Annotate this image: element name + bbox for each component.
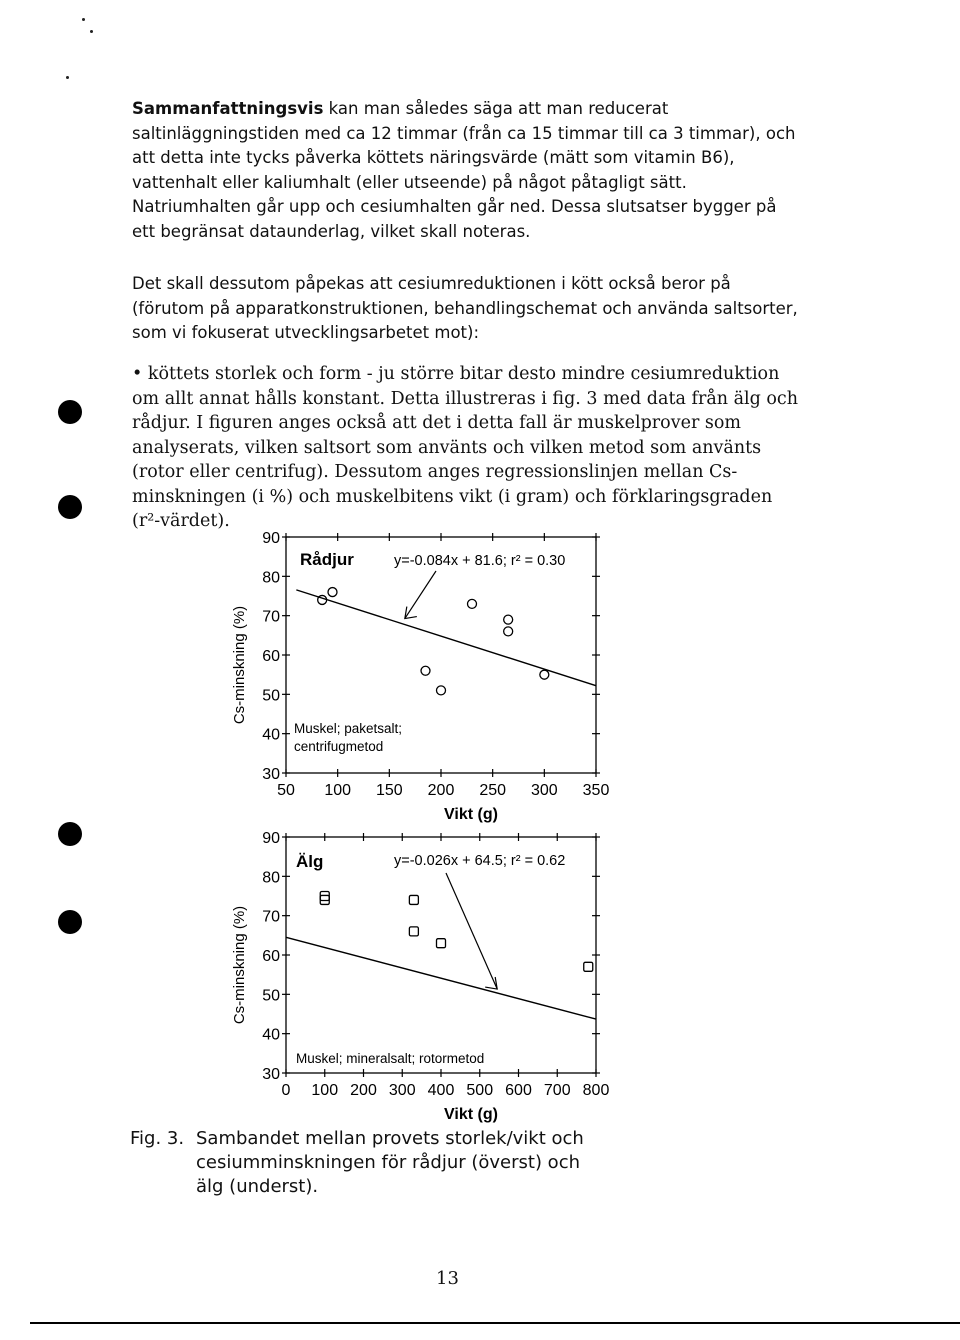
chart-radjur (222, 527, 642, 831)
y-tick-label: 50 (262, 987, 280, 1005)
y-axis-label: Cs-minskning (%) (231, 605, 248, 725)
plot-frame (286, 537, 596, 773)
chart-note: Muskel; mineralsalt; rotormetod (296, 1051, 485, 1066)
equation-arrow (405, 571, 436, 619)
y-tick-label: 40 (262, 726, 280, 744)
x-tick-label: 500 (466, 1082, 494, 1099)
x-tick-label: 600 (505, 1082, 532, 1099)
x-tick-label: 0 (281, 1082, 291, 1099)
data-point (437, 686, 446, 695)
chart-note: centrifugmetod (294, 739, 384, 754)
data-point (504, 627, 513, 636)
y-tick-label: 80 (262, 569, 280, 587)
margin-dot (58, 910, 82, 934)
x-tick-label: 50 (277, 782, 295, 799)
summary-lead: Sammanfattningsvis (132, 99, 324, 118)
y-tick-label: 30 (262, 766, 280, 783)
note-paragraph: Det skall dessutom påpekas att cesiumreduktionen i kött också beror på (förutom på apparatkonstruktionen, behandlingschemat och använda saltsorter, som vi fokuserat utvecklingsarbetet mot): (132, 274, 798, 342)
margin-dot (58, 495, 82, 519)
x-tick-label: 300 (388, 1082, 416, 1099)
x-tick-label: 800 (582, 1082, 610, 1099)
data-point (328, 588, 337, 597)
chart-alg (222, 827, 642, 1131)
bottom-rule (30, 1322, 960, 1324)
x-tick-label: 100 (311, 1082, 339, 1099)
y-tick-label: 90 (262, 530, 280, 547)
y-axis-label: Cs-minskning (%) (231, 905, 248, 1025)
regression-line (286, 937, 596, 1019)
y-tick-label: 60 (262, 648, 280, 665)
bullet-paragraph: • köttets storlek och form - ju större bitar desto mindre cesiumreduktion om allt annat hålls konstant. Detta illustreras i fig. 3 med data från älg och rådjur. I figuren anges också att det i detta fall är muskelprover som analyserats, vilken saltsort som använts och vilken metod som använts (rotor eller centrifug). Dessutom anges regressionslinjen mellan Cs-minskningen (i %) och muskelbitens vikt (i gram) och förklaringsgraden (r²-värdet). (132, 364, 798, 531)
chart-radjur-svg (222, 527, 642, 827)
scan-speck (90, 30, 93, 33)
x-tick-label: 250 (479, 782, 507, 799)
x-tick-label: 150 (375, 782, 403, 799)
plot-area (231, 830, 609, 1123)
regression-line (296, 590, 596, 686)
y-tick-label: 80 (262, 869, 280, 887)
plot-area (231, 530, 609, 823)
y-tick-label: 40 (262, 1026, 280, 1044)
data-point (318, 595, 327, 604)
y-tick-label: 70 (262, 608, 280, 626)
x-axis-label: Vikt (g) (444, 1106, 498, 1123)
chart-note: Muskel; paketsalt; (294, 721, 403, 736)
chart-title: Rådjur (300, 550, 354, 569)
data-point (504, 615, 513, 624)
x-tick-label: 400 (427, 1082, 455, 1099)
equation-arrowhead (485, 977, 497, 989)
x-tick-label: 350 (582, 782, 610, 799)
summary-paragraph (132, 97, 802, 244)
plot-frame (286, 837, 596, 1073)
figure-caption (130, 1127, 596, 1199)
summary-text: kan man således säga att man reducerat saltinläggningstiden med ca 12 timmar (från ca 15 timmar till ca 3 timmar), och att detta inte tycks påverka köttets näringsvärde (mätt som vitamin B6), vattenhalt eller kaliumhalt (eller utseende) på något påtagligt sätt. Natriumhalten går upp och cesiumhalten går ned. Dessa slutsatser bygger på ett begränsat dataunderlag, vilket skall noteras. (132, 99, 796, 241)
scan-speck (82, 18, 85, 21)
x-axis-label: Vikt (g) (444, 806, 498, 823)
data-point (409, 895, 418, 904)
equation-label: y=-0.084x + 81.6; r² = 0.30 (394, 553, 566, 569)
y-tick-label: 70 (262, 908, 280, 926)
x-tick-label: 100 (324, 782, 352, 799)
data-point (468, 599, 477, 608)
data-point (421, 666, 430, 675)
x-tick-label: 200 (350, 1082, 377, 1099)
x-tick-label: 700 (543, 1082, 571, 1099)
y-tick-label: 60 (262, 948, 280, 965)
y-tick-label: 90 (262, 830, 280, 847)
y-tick-label: 50 (262, 687, 280, 705)
scan-speck (66, 76, 69, 79)
margin-dot (58, 400, 82, 424)
page-number: 13 (436, 1268, 459, 1289)
data-point (540, 670, 549, 679)
figure-label: Fig. 3. (130, 1128, 185, 1149)
equation-label: y=-0.026x + 64.5; r² = 0.62 (394, 853, 566, 869)
y-tick-label: 30 (262, 1066, 280, 1083)
data-point (584, 962, 593, 971)
data-point (409, 927, 418, 936)
x-tick-label: 200 (427, 782, 455, 799)
caption-text: Sambandet mellan provets storlek/vikt och cesiumminskningen för rådjur (överst) och älg (underst). (196, 1128, 584, 1197)
chart-alg-svg (222, 827, 642, 1127)
equation-arrow (446, 873, 497, 989)
chart-title: Älg (296, 852, 324, 871)
data-point (437, 939, 446, 948)
x-tick-label: 300 (530, 782, 558, 799)
margin-dot (58, 822, 82, 846)
